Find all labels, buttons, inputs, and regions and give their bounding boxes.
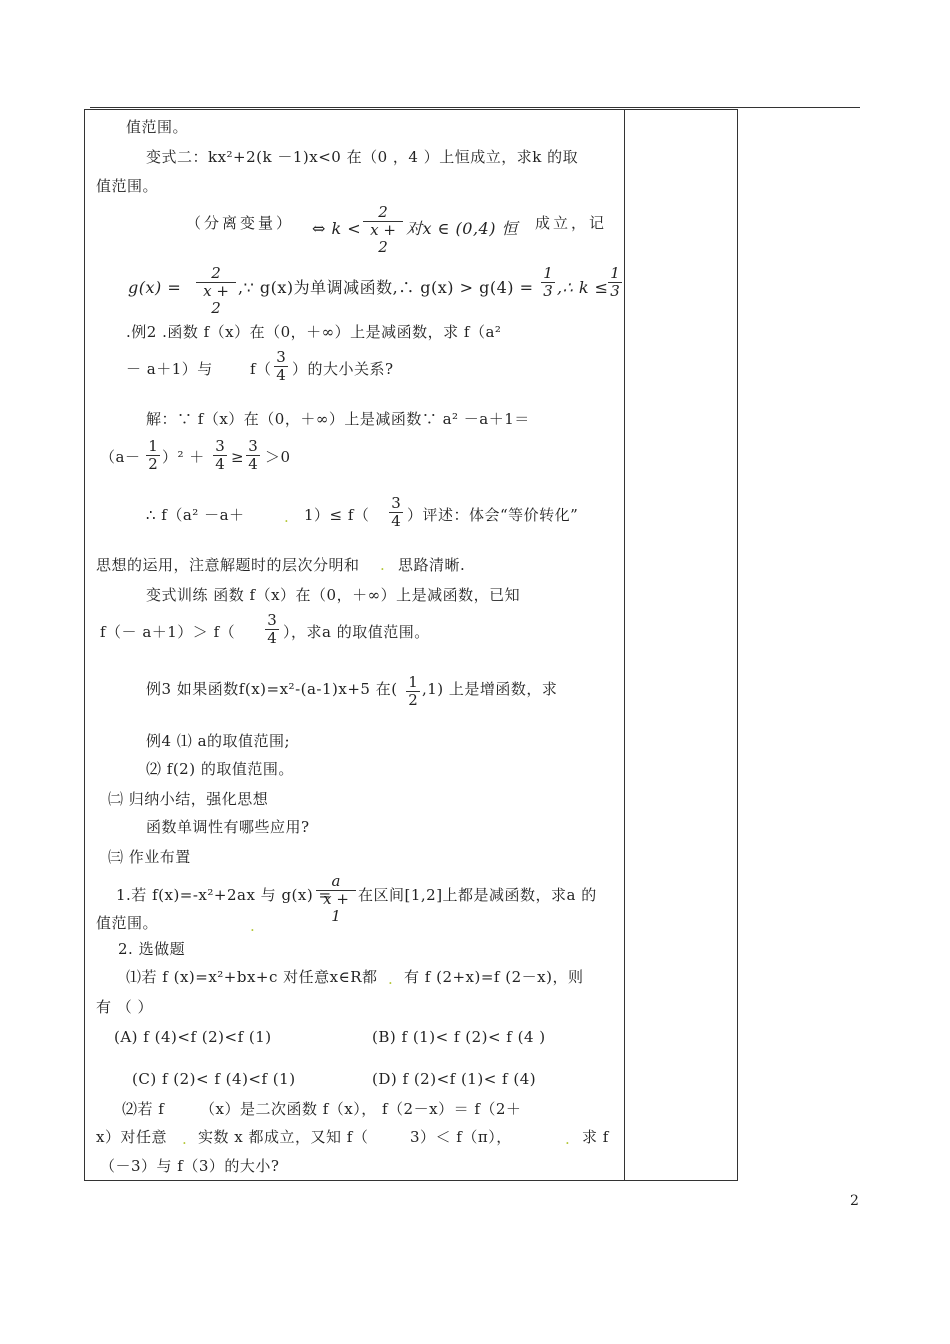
text-line: （分离变量） bbox=[186, 214, 295, 232]
text-line: 函数单调性有哪些应用? bbox=[146, 818, 310, 836]
fraction-denominator: 3 bbox=[610, 282, 620, 300]
fraction bbox=[265, 612, 279, 647]
text-line: － a＋1）与 bbox=[126, 360, 213, 378]
text-line: 成立，记 bbox=[535, 214, 608, 232]
text-line: 解：∵ f（x）在（0，＋∞）上是减函数∵ a² －a＋1＝ bbox=[146, 410, 530, 428]
text-line: ）评述：体会“等价转化” bbox=[407, 506, 579, 524]
text-line: 例3 如果函数f(x)=x²-(a-1)x+5 在( bbox=[146, 680, 398, 698]
text-line: 值范围。 bbox=[96, 177, 159, 195]
fraction bbox=[246, 438, 260, 473]
fraction bbox=[363, 204, 403, 256]
speck: . bbox=[565, 1130, 571, 1148]
fraction-denominator: 2 bbox=[148, 455, 158, 473]
text-line: ≥ bbox=[231, 448, 245, 466]
text-line: f（ bbox=[250, 360, 272, 378]
text-line: 有 （ ） bbox=[96, 998, 154, 1016]
text-line: 1.若 f(x)=-x²+2ax 与 g(x) = bbox=[116, 886, 332, 904]
option-d: (D) f (2)<f (1)< f (4) bbox=[372, 1070, 537, 1088]
speck: . bbox=[182, 1130, 188, 1148]
header-rule bbox=[90, 107, 860, 108]
fraction bbox=[541, 265, 555, 300]
text-line: （－3）与 f（3）的大小? bbox=[100, 1157, 280, 1175]
fraction-denominator: 4 bbox=[391, 512, 401, 530]
fraction-denominator: x + 2 bbox=[370, 221, 396, 256]
fraction bbox=[316, 873, 356, 925]
fraction-numerator: 3 bbox=[265, 612, 279, 630]
option-c: (C) f (2)< f (4)<f (1) bbox=[132, 1070, 296, 1088]
text-line: x）对任意 bbox=[96, 1128, 167, 1146]
text-line: ），求a 的取值范围。 bbox=[283, 623, 430, 641]
text-line: 1）≤ f（ bbox=[304, 506, 370, 524]
speck: . bbox=[250, 917, 256, 935]
fraction bbox=[608, 265, 622, 300]
fraction bbox=[406, 674, 420, 709]
text-line: ∴ f（a² －a＋ bbox=[146, 506, 245, 524]
table-column-divider bbox=[624, 109, 625, 1181]
fraction bbox=[389, 495, 403, 530]
fraction-denominator: 4 bbox=[215, 455, 225, 473]
fraction-denominator: 4 bbox=[276, 366, 286, 384]
fraction bbox=[213, 438, 227, 473]
fraction bbox=[274, 349, 288, 384]
text-line: 3）＜ f（π）， bbox=[410, 1128, 512, 1146]
speck: . bbox=[284, 508, 290, 526]
text-line: 实数 x 都成立，又知 f（ bbox=[198, 1128, 369, 1146]
text-line: 值范围。 bbox=[96, 914, 159, 932]
text-line: 变式训练 函数 f（x）在（0，＋∞）上是减函数，已知 bbox=[146, 586, 521, 604]
fraction-numerator: 1 bbox=[146, 438, 160, 456]
text-line: ＞0 bbox=[265, 448, 291, 466]
text-line: 值范围。 bbox=[126, 118, 189, 136]
text-line: ㈡ 归纳小结，强化思想 bbox=[108, 790, 269, 808]
fraction-numerator: 1 bbox=[608, 265, 622, 283]
fraction-numerator: 2 bbox=[196, 265, 236, 283]
fraction-numerator: 3 bbox=[213, 438, 227, 456]
fraction-denominator: x + 2 bbox=[203, 282, 229, 317]
math-expr: ,∴ k ≤ bbox=[557, 278, 609, 297]
text-line: 有 f (2+x)=f (2－x)，则 bbox=[404, 968, 584, 986]
text-line: 思路清晰. bbox=[398, 556, 466, 574]
text-line: ㈢ 作业布置 bbox=[108, 848, 191, 866]
text-line: .例2 .函数 f（x）在（0，＋∞）上是减函数，求 f（a² bbox=[126, 323, 502, 341]
fraction-numerator: 1 bbox=[406, 674, 420, 692]
math-expr: ,∵ g(x)为单调减函数,∴ g(x) > g(4) = bbox=[238, 278, 534, 297]
page-number: 2 bbox=[850, 1193, 859, 1209]
math-expr: 对x ∈ (0,4) 恒 bbox=[406, 219, 519, 238]
text-line: ⑵ f(2) 的取值范围。 bbox=[146, 760, 294, 778]
text-line: ）² ＋ bbox=[162, 448, 205, 466]
fraction-denominator: 3 bbox=[543, 282, 553, 300]
text-line: 变式二：kx²+2(k －1)x<0 在（0 ，4 ）上恒成立，求k 的取 bbox=[146, 148, 579, 166]
fraction-numerator: a bbox=[316, 873, 356, 891]
text-line: ⑵若 f bbox=[122, 1100, 165, 1118]
fraction bbox=[196, 265, 236, 317]
text-line: f（－ a＋1）＞ f（ bbox=[100, 623, 236, 641]
fraction-denominator: 2 bbox=[408, 691, 418, 709]
fraction-numerator: 3 bbox=[389, 495, 403, 513]
fraction-numerator: 2 bbox=[363, 204, 403, 222]
text-line: ,1) 上是增函数，求 bbox=[422, 680, 558, 698]
option-a: (A) f (4)<f (2)<f (1) bbox=[114, 1028, 272, 1046]
fraction-numerator: 1 bbox=[541, 265, 555, 283]
text-line: ）的大小关系? bbox=[292, 360, 394, 378]
fraction bbox=[146, 438, 160, 473]
speck: . bbox=[380, 556, 386, 574]
text-line: 2. 选做题 bbox=[118, 940, 186, 958]
math-expr: ⇔ k < bbox=[312, 219, 362, 238]
text-line: （x）是二次函数 f（x）， f（2－x）＝ f（2＋ bbox=[200, 1100, 522, 1118]
text-line: 例4 ⑴ a的取值范围; bbox=[146, 732, 291, 750]
lesson-table bbox=[84, 109, 738, 1181]
speck: . bbox=[388, 970, 394, 988]
fraction-numerator: 3 bbox=[274, 349, 288, 367]
text-line: 思想的运用，注意解题时的层次分明和 bbox=[96, 556, 360, 574]
fraction-denominator: 4 bbox=[267, 629, 277, 647]
fraction-numerator: 3 bbox=[246, 438, 260, 456]
math-expr: g(x) = bbox=[128, 278, 182, 297]
text-line: （a－ bbox=[100, 448, 141, 466]
fraction-denominator: x + 1 bbox=[323, 890, 349, 925]
option-b: (B) f (1)< f (2)< f (4 ) bbox=[372, 1028, 546, 1046]
fraction-denominator: 4 bbox=[248, 455, 258, 473]
text-line: 在区间[1,2]上都是减函数，求a 的 bbox=[358, 886, 597, 904]
text-line: ⑴若 f (x)=x²+bx+c 对任意x∈R都 bbox=[126, 968, 378, 986]
text-line: 求 f bbox=[582, 1128, 609, 1146]
